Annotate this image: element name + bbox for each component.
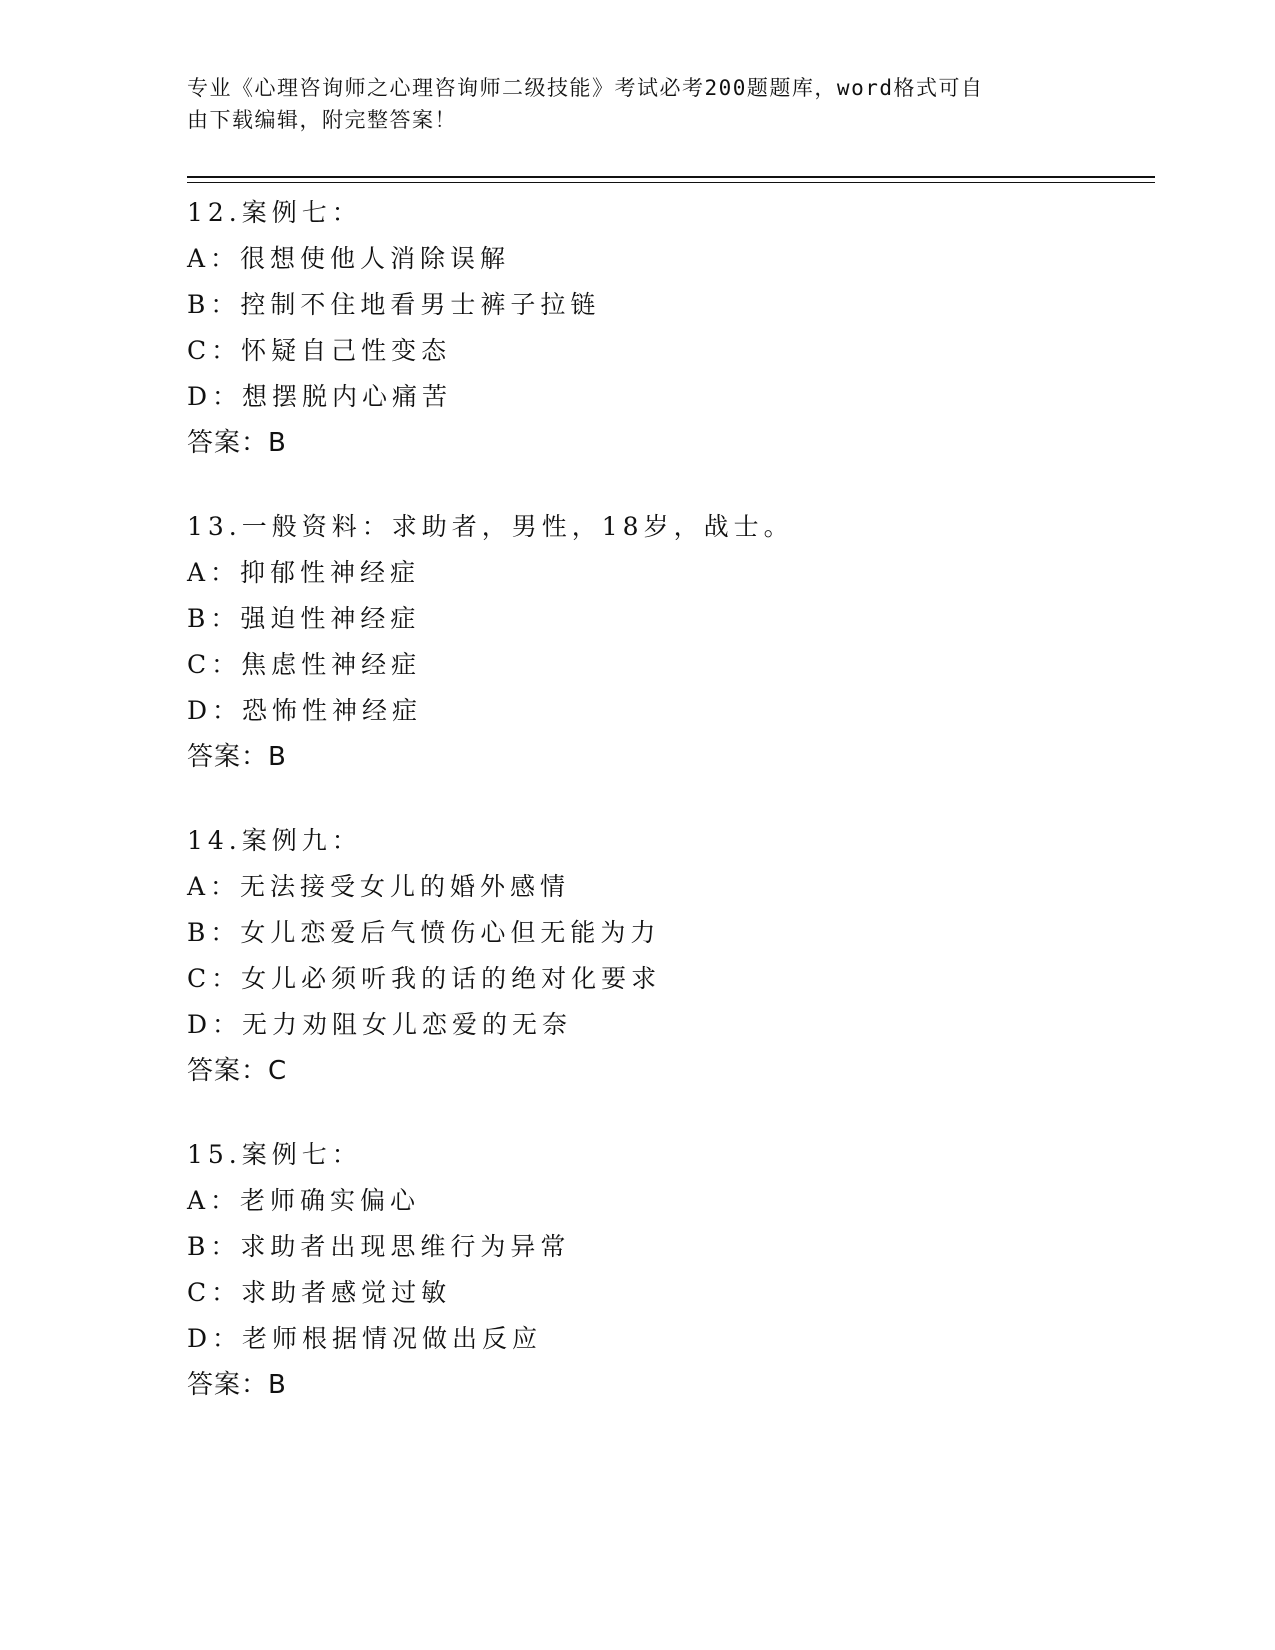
option-a: A：很想使他人消除误解 xyxy=(187,244,511,273)
answer-line: 答案：B xyxy=(187,1370,287,1400)
option-b: B：女儿恋爱后气愤伤心但无能为力 xyxy=(187,918,661,947)
answer-line: 答案：C xyxy=(187,1056,288,1086)
header-line-1: 专业《心理咨询师之心理咨询师二级技能》考试必考200题题库，word格式可自 xyxy=(187,76,984,100)
answer-line: 答案：B xyxy=(187,742,287,772)
document-header xyxy=(187,72,1067,136)
option-a: A：抑郁性神经症 xyxy=(187,558,421,587)
question-stem: 13.一般资料：求助者，男性，18岁，战士。 xyxy=(187,512,794,541)
answer-line: 答案：B xyxy=(187,428,287,458)
question-14 xyxy=(187,818,1147,1094)
option-d: D：恐怖性神经症 xyxy=(187,696,423,725)
option-c: C：怀疑自己性变态 xyxy=(187,336,452,365)
header-line-2: 由下载编辑，附完整答案！ xyxy=(187,108,457,132)
question-15 xyxy=(187,1132,1147,1408)
option-d: D：想摆脱内心痛苦 xyxy=(187,382,453,411)
question-stem: 15.案例七： xyxy=(187,1140,362,1169)
question-13 xyxy=(187,504,1147,780)
question-12 xyxy=(187,190,1147,466)
option-a: A：无法接受女儿的婚外感情 xyxy=(187,872,571,901)
header-divider-thin xyxy=(187,182,1155,183)
option-a: A：老师确实偏心 xyxy=(187,1186,421,1215)
header-divider-thick xyxy=(187,176,1155,178)
question-stem: 14.案例九： xyxy=(187,826,362,855)
option-c: C：焦虑性神经症 xyxy=(187,650,422,679)
option-b: B：求助者出现思维行为异常 xyxy=(187,1232,571,1261)
question-list xyxy=(187,190,1147,1446)
option-b: B：强迫性神经症 xyxy=(187,604,421,633)
option-d: D：无力劝阻女儿恋爱的无奈 xyxy=(187,1010,573,1039)
option-d: D：老师根据情况做出反应 xyxy=(187,1324,543,1353)
option-c: C：女儿必须听我的话的绝对化要求 xyxy=(187,964,662,993)
option-c: C：求助者感觉过敏 xyxy=(187,1278,452,1307)
question-stem: 12.案例七： xyxy=(187,198,362,227)
option-b: B：控制不住地看男士裤子拉链 xyxy=(187,290,601,319)
